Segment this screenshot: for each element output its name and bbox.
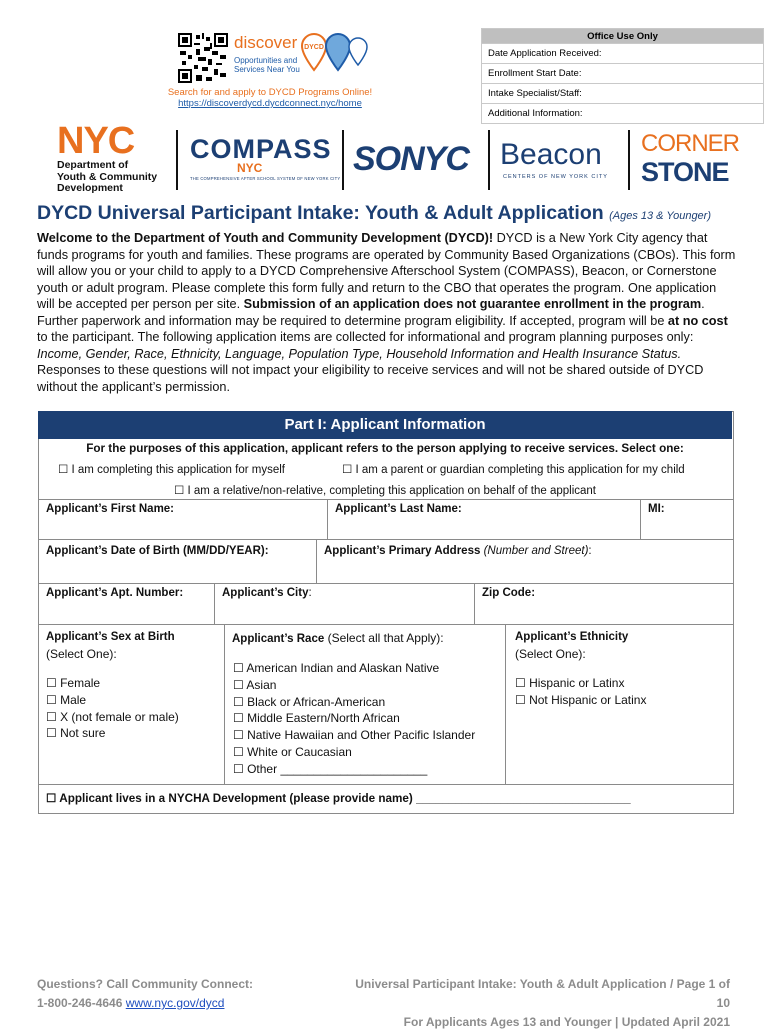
office-field-enrollment-start[interactable]: Enrollment Start Date: — [482, 64, 764, 84]
form-divider — [640, 499, 641, 539]
ethnicity-options — [515, 675, 646, 709]
date-of-birth-field[interactable]: Applicant’s Date of Birth (MM/DD/YEAR): — [46, 545, 269, 557]
compass-subtitle: THE COMPREHENSIVE AFTER SCHOOL SYSTEM OF NEW YORK CITY — [190, 176, 341, 181]
nycha-development-field[interactable]: ☐ Applicant lives in a NYCHA Development (please provide name) _________________________________ — [46, 792, 631, 805]
form-divider — [38, 539, 733, 540]
option-completing-parent[interactable]: ☐ I am a parent or guardian completing this application for my child — [342, 464, 685, 476]
sex-at-birth-hint: (Select One): — [46, 647, 117, 661]
ethnicity-label: Applicant’s Ethnicity — [515, 631, 629, 643]
sonyc-logo: SONYC — [353, 140, 469, 178]
footer-phone: 1-800-246-4646 — [37, 996, 123, 1010]
compass-nyc-label: NYC — [237, 161, 263, 175]
compass-logo: COMPASS — [190, 134, 332, 164]
form-divider — [505, 624, 506, 784]
logo-divider — [342, 130, 344, 190]
sex-option-not-sure[interactable]: ☐ Not sure — [46, 726, 106, 741]
race-option-asian[interactable]: ☐ Asian — [233, 677, 277, 692]
last-name-field[interactable]: Applicant’s Last Name: — [335, 503, 462, 515]
form-divider — [474, 583, 475, 624]
age-range: (Ages 13 & Younger) — [609, 210, 711, 222]
footer-page-info: Universal Participant Intake: Youth & Adult Application / Page 1 of 10 For Applicants Ages 13 and Younger | Updated April 2021 — [355, 977, 730, 1029]
city-field[interactable]: Applicant’s City: — [222, 587, 312, 599]
office-field-date-received[interactable]: Date Application Received: — [482, 44, 764, 64]
race-option-american-indian[interactable]: ☐ American Indian and Alaskan Native — [233, 661, 440, 675]
middle-initial-field[interactable]: MI: — [648, 503, 665, 515]
sex-option-female[interactable]: ☐ Female — [46, 676, 101, 690]
beacon-subtitle: CENTERS OF NEW YORK CITY — [503, 174, 608, 180]
option-completing-myself[interactable]: ☐ I am completing this application for myself — [58, 464, 285, 476]
office-field-additional-info[interactable]: Additional Information: — [482, 104, 764, 124]
page-title: DYCD Universal Participant Intake: Youth & Adult Application (Ages 13 & Younger) — [37, 202, 711, 224]
primary-address-field[interactable]: Applicant’s Primary Address (Number and Street): — [324, 545, 592, 557]
apt-number-field[interactable]: Applicant’s Apt. Number: — [46, 587, 184, 599]
logo-divider — [176, 130, 178, 190]
search-url-link[interactable]: https://discoverdycd.dycdconnect.nyc/home — [178, 98, 362, 109]
sex-at-birth-label: Applicant’s Sex at Birth — [46, 631, 175, 643]
sex-options — [46, 675, 179, 742]
dycd-department-name: Department of Youth & Community Development — [57, 159, 158, 194]
race-option-white[interactable]: ☐ White or Caucasian — [233, 744, 352, 759]
office-use-title: Office Use Only — [482, 29, 764, 44]
discover-tagline: Opportunities and Services Near You — [234, 56, 300, 74]
qr-code — [178, 33, 228, 83]
first-name-field[interactable]: Applicant’s First Name: — [46, 503, 175, 515]
footer-questions: Questions? Call Community Connect: — [37, 977, 254, 991]
form-divider — [38, 624, 733, 625]
race-options — [233, 660, 475, 778]
form-divider — [214, 583, 215, 624]
nyc-logo: NYC — [57, 120, 135, 162]
cornerstone-logo-stone: STONE — [641, 157, 729, 187]
race-option-pacific-islander[interactable]: ☐ Native Hawaiian and Other Pacific Islander — [233, 728, 476, 743]
option-completing-relative[interactable]: ☐ I am a relative/non-relative, completing this application on behalf of the applicant — [174, 485, 596, 497]
applicant-purpose-text: For the purposes of this application, applicant refers to the person applying to receive services. Select one: — [86, 442, 684, 455]
form-divider — [38, 784, 733, 785]
form-divider — [316, 539, 317, 583]
zip-code-field[interactable]: Zip Code: — [482, 587, 536, 599]
sex-option-x[interactable]: ☐ X (not female or male) — [46, 709, 179, 724]
ethnicity-hint: (Select One): — [515, 647, 586, 661]
race-option-black[interactable]: ☐ Black or African-American — [233, 694, 386, 709]
ethnicity-option-hispanic[interactable]: ☐ Hispanic or Latinx — [515, 676, 625, 690]
discover-wordmark: discover — [234, 33, 298, 52]
cornerstone-logo-corner: CORNER — [641, 130, 740, 157]
footer-dycd-link[interactable]: www.nyc.gov/dycd — [125, 996, 225, 1010]
office-use-table — [481, 28, 764, 124]
form-divider — [38, 499, 733, 500]
logo-divider — [628, 130, 630, 190]
form-divider — [224, 624, 225, 784]
intro-paragraph: Welcome to the Department of Youth and Community Development (DYCD)! DYCD is a New York City agency that funds programs for youth and families. These programs are operated by Community Based Organizations (CBOs). This form will allow you or your child to apply to a DYCD Comprehensive Afterschool System (COMPASS), Beacon, or Cornerstone youth or adult program. Please complete this form fully and return to the CBO that operates the program. One application will be accepted per person per site. Submission of an application does not guarantee enrollment in the program. Further paperwork and information may be required to determine program eligibility. If accepted, program will be at no cost to the participant. The following application items are collected for informational and program planning purposes only: Income, Gender, Race, Ethnicity, Language, Population Type, Household Information and Health Insurance Status. Responses to these questions will not impact your eligibility to receive services and will not be shared outside of DYCD without the applicant’s permission. — [37, 231, 736, 394]
logo-divider — [488, 130, 490, 190]
form-divider — [38, 583, 733, 584]
race-label: Applicant’s Race (Select all that Apply): — [232, 631, 444, 645]
beacon-logo: Beacon — [500, 138, 602, 171]
office-field-intake-specialist[interactable]: Intake Specialist/Staff: — [482, 84, 764, 104]
part-one-header: Part I: Applicant Information — [38, 411, 732, 439]
footer-contact — [37, 975, 253, 1013]
race-option-other[interactable]: ☐ Other ______________________ — [233, 761, 428, 776]
race-option-middle-eastern[interactable]: ☐ Middle Eastern/North African — [233, 711, 400, 726]
location-pins-icon — [300, 32, 370, 80]
search-promo-text: Search for and apply to DYCD Programs Online! — [167, 87, 373, 98]
form-divider — [327, 499, 328, 539]
dycd-pin-label: DYCD — [304, 44, 324, 51]
ethnicity-option-not-hispanic[interactable]: ☐ Not Hispanic or Latinx — [515, 692, 647, 707]
sex-option-male[interactable]: ☐ Male — [46, 692, 87, 707]
